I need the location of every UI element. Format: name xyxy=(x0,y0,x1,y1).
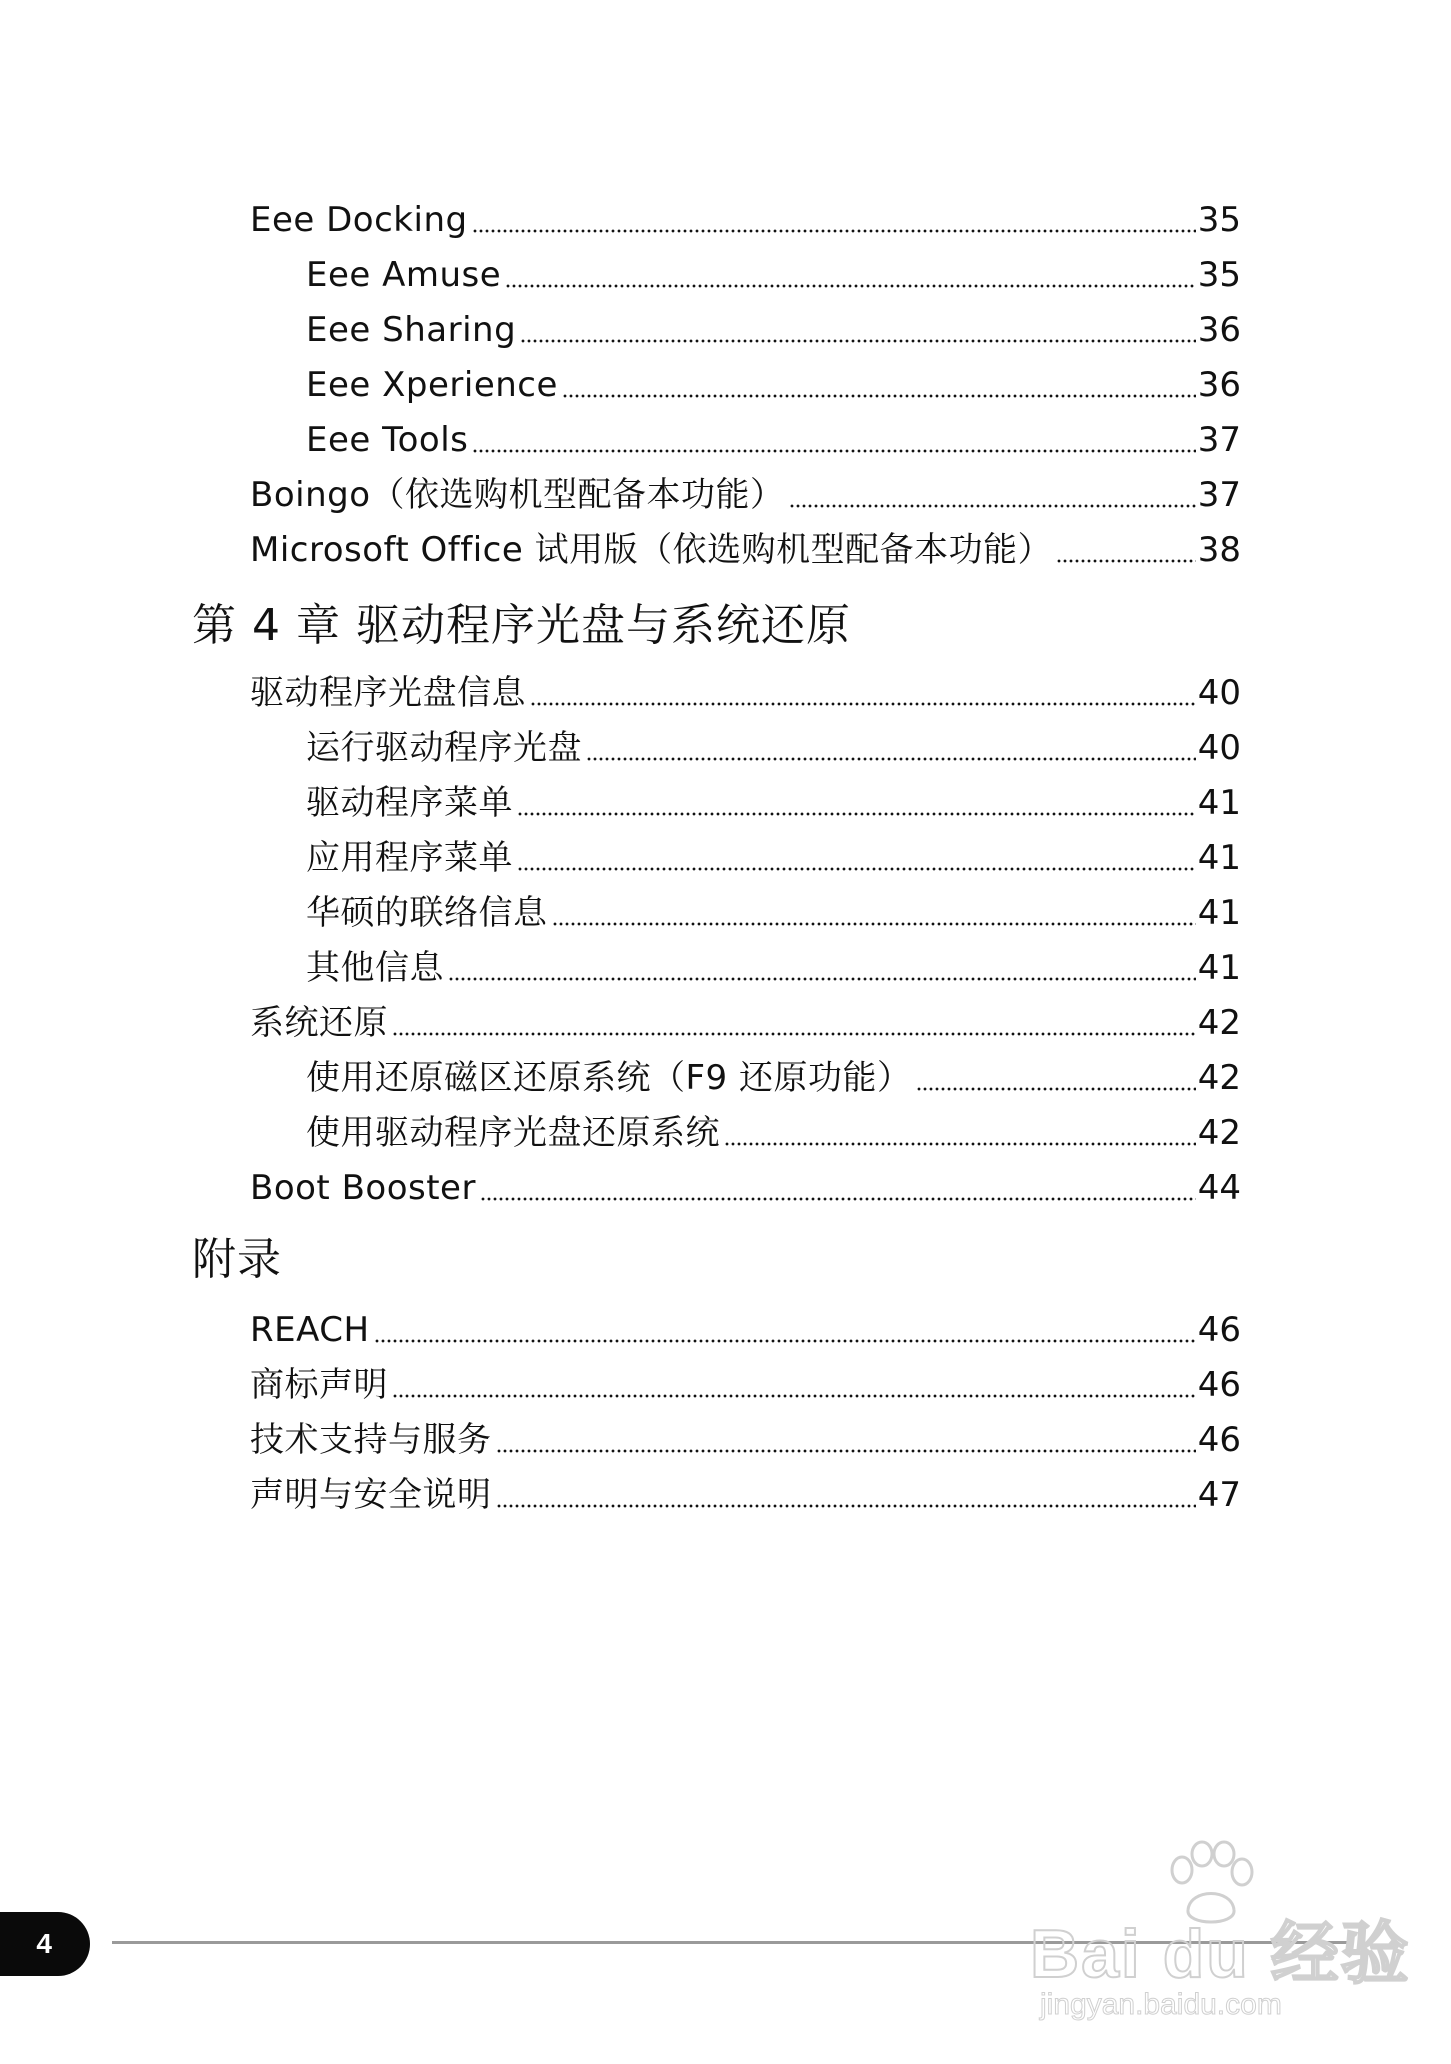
toc-entry-page: 47 xyxy=(1197,1475,1241,1515)
toc-entry-title: Eee Tools xyxy=(306,420,469,460)
toc-entry-page: 35 xyxy=(1197,255,1241,295)
toc-entry[interactable] xyxy=(250,1308,1241,1352)
dot-leader xyxy=(505,284,1196,288)
dot-leader xyxy=(496,1504,1196,1508)
toc-entry-title: 驱动程序菜单 xyxy=(306,783,513,823)
toc-entry[interactable] xyxy=(306,726,1241,770)
dot-leader xyxy=(552,922,1196,926)
toc-entry[interactable] xyxy=(250,1473,1241,1517)
toc-entry-page: 44 xyxy=(1197,1168,1241,1208)
dot-leader xyxy=(480,1197,1196,1201)
toc-entry[interactable] xyxy=(306,308,1241,352)
watermark-url: jingyan.baidu.com xyxy=(1040,1988,1282,2021)
toc-entry-page: 46 xyxy=(1197,1365,1241,1405)
dot-leader xyxy=(392,1394,1196,1398)
toc-entry-page: 38 xyxy=(1197,530,1241,570)
dot-leader xyxy=(472,229,1196,233)
toc-entry-page: 37 xyxy=(1197,420,1241,460)
toc-entry[interactable] xyxy=(306,1056,1241,1100)
toc-entry-page: 40 xyxy=(1197,728,1241,768)
dot-leader xyxy=(530,702,1196,706)
dot-leader xyxy=(916,1087,1196,1091)
toc-entry[interactable] xyxy=(250,198,1241,242)
toc-entry-title: 使用驱动程序光盘还原系统 xyxy=(306,1113,720,1153)
dot-leader xyxy=(517,812,1196,816)
toc-entry[interactable] xyxy=(306,891,1241,935)
toc-entry-page: 36 xyxy=(1197,365,1241,405)
toc-entry-page: 42 xyxy=(1197,1113,1241,1153)
dot-leader xyxy=(789,504,1196,508)
toc-entry-title: Eee Xperience xyxy=(306,365,558,405)
toc-entry[interactable] xyxy=(306,836,1241,880)
toc-entry-title: 运行驱动程序光盘 xyxy=(306,728,582,768)
baidu-watermark xyxy=(1030,1840,1411,2040)
toc-entry-title: 其他信息 xyxy=(306,948,444,988)
chapter-heading: 第 4 章 驱动程序光盘与系统还原 xyxy=(192,600,851,651)
toc-entry-title: 驱动程序光盘信息 xyxy=(250,673,526,713)
page-number: 4 xyxy=(36,1928,52,1959)
watermark-brand: Bai du 经验 xyxy=(1030,1916,1411,1992)
dot-leader xyxy=(374,1339,1196,1343)
toc-entry-page: 36 xyxy=(1197,310,1241,350)
dot-leader xyxy=(586,757,1196,761)
dot-leader xyxy=(562,394,1196,398)
toc-entry-title: Boingo（依选购机型配备本功能） xyxy=(250,475,785,515)
toc-entry-title: 技术支持与服务 xyxy=(250,1420,492,1460)
toc-entry-page: 41 xyxy=(1197,893,1241,933)
toc-entry-title: Eee Sharing xyxy=(306,310,517,350)
toc-entry[interactable] xyxy=(306,363,1241,407)
toc-entry-page: 41 xyxy=(1197,783,1241,823)
toc-entry[interactable] xyxy=(306,418,1241,462)
toc-entry-title: 声明与安全说明 xyxy=(250,1475,492,1515)
dot-leader xyxy=(724,1142,1196,1146)
toc-entry-title: 系统还原 xyxy=(250,1003,388,1043)
toc-entry-title: Microsoft Office 试用版（依选购机型配备本功能） xyxy=(250,530,1053,570)
dot-leader xyxy=(520,339,1196,343)
toc-entry-title: Eee Docking xyxy=(250,200,468,240)
toc-entry[interactable] xyxy=(250,473,1241,517)
toc-entry[interactable] xyxy=(306,946,1241,990)
toc-entry[interactable] xyxy=(306,1111,1241,1155)
toc-entry[interactable] xyxy=(306,781,1241,825)
toc-entry-page: 41 xyxy=(1197,838,1241,878)
toc-entry-page: 42 xyxy=(1197,1003,1241,1043)
toc-entry[interactable] xyxy=(250,1418,1241,1462)
toc-entry-page: 35 xyxy=(1197,200,1241,240)
toc-entry[interactable] xyxy=(250,671,1241,715)
toc-entry-title: 使用还原磁区还原系统（F9 还原功能） xyxy=(306,1058,912,1098)
dot-leader xyxy=(496,1449,1196,1453)
toc-entry[interactable] xyxy=(306,253,1241,297)
toc-entry-page: 42 xyxy=(1197,1058,1241,1098)
toc-entry[interactable] xyxy=(250,1363,1241,1407)
toc-entry-title: REACH xyxy=(250,1310,370,1350)
toc-entry[interactable] xyxy=(250,1001,1241,1045)
dot-leader xyxy=(1056,559,1196,563)
toc-entry-page: 41 xyxy=(1197,948,1241,988)
toc-entry-title: 应用程序菜单 xyxy=(306,838,513,878)
dot-leader xyxy=(472,449,1195,453)
dot-leader xyxy=(392,1032,1196,1036)
toc-entry-page: 37 xyxy=(1197,475,1241,515)
toc-entry-page: 46 xyxy=(1197,1420,1241,1460)
toc-entry-title: Eee Amuse xyxy=(306,255,502,295)
toc-entry-title: 华硕的联络信息 xyxy=(306,893,548,933)
dot-leader xyxy=(517,867,1196,871)
toc-entry[interactable] xyxy=(250,528,1241,572)
page-number-badge xyxy=(0,1912,90,1976)
toc-entry-title: 商标声明 xyxy=(250,1365,388,1405)
toc-entry-page: 46 xyxy=(1197,1310,1241,1350)
toc-entry[interactable] xyxy=(250,1166,1241,1210)
dot-leader xyxy=(448,977,1196,981)
toc-entry-title: Boot Booster xyxy=(250,1168,476,1208)
toc-entry-page: 40 xyxy=(1197,673,1241,713)
appendix-heading: 附录 xyxy=(192,1234,282,1285)
